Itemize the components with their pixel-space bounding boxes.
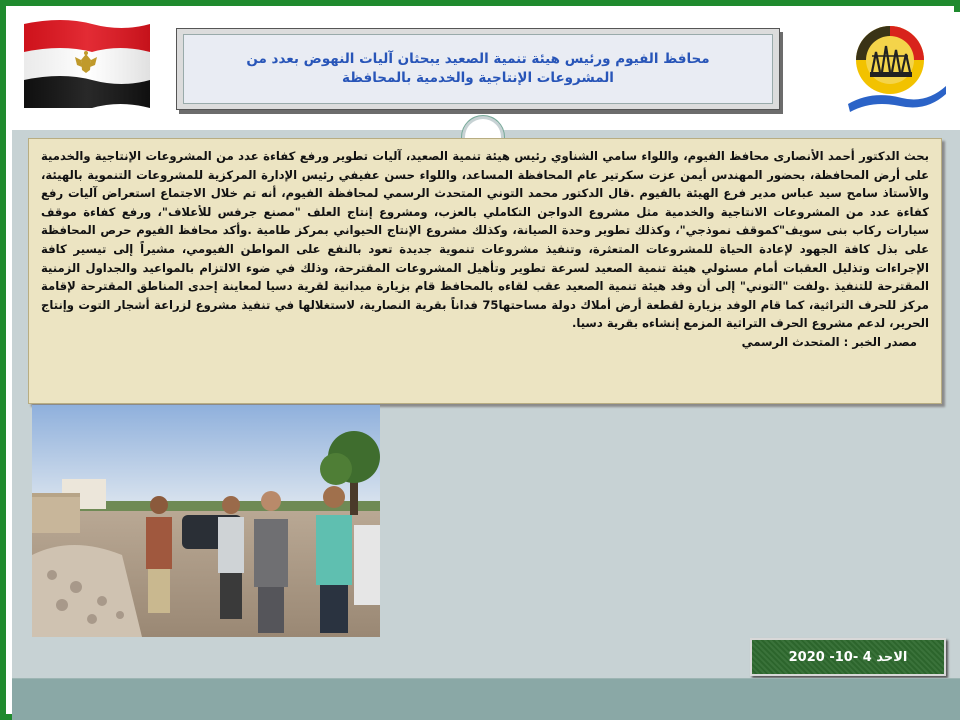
egypt-flag-icon	[22, 18, 152, 108]
date-label: الاحد 4 -10- 2020	[788, 649, 908, 665]
page-body	[12, 12, 960, 720]
fayoum-governorate-logo-icon	[842, 16, 952, 116]
headline-box	[176, 28, 780, 110]
header	[12, 12, 960, 130]
date-box	[750, 638, 946, 676]
field-visit-photo	[32, 405, 380, 637]
article-paragraph: بحث الدكتور أحمد الأنصارى محافظ الفيوم، واللواء سامي الشناوي رئيس هيئة تنمية الصعيد، آليات تطوير ورفع كفاءة عدد من المشروعات الإنتاجية والخدمية على أرض المحافظة، بحضور المهندس أيمن عزت سكرتير عام المحافظة المساعد، واللواء حسن عفيفي رئيس الإدارة المركزية للمشروعات التنموية بالهيئة، والأستاذ سامح سيد عباس مدير فرع الهيئة بالفيوم .قال الدكتور محمد التوني المتحدث الرسمي لمحافظة الفيوم، أنه تم خلال الاجتماع استعراض آليات رفع كفاءة عدد من المشروعات الانتاجية والخدمية مثل مشروع الدواجن التكاملي بالعزب، ومشروع إنتاج العلف "مصنع جرفس للأعلاف"، ورفع كفاءة موقف سيارات ركاب بنى سويف"كموقف نموذجي"، وكذلك تطوير وحدة الصيانة، وكذلك مشروع الإنتاج الحيواني بمركز طامية .وأكد محافظ الفيوم حرص المحافظة على بذل كافة الجهود لإعادة الحياة للمشروعات المتعثرة، وتنفيذ مشروعات تنموية جديدة تعود بالنفع على المواطن الفيومي، مشيراً إلى تيسير كافة الإجراءات وتذليل العقبات أمام مسئولي هيئة تنمية الصعيد لسرعة تطوير وتأهيل المشروعات المقترحة، وذلك في ضوء الالتزام بالمواعيد والجداول الزمنية المقترحة للتنفيذ .ولفت "التوني" إلى أن وفد هيئة تنمية الصعيد عقب لقاءه بالمحافظ قام بزيارة ميدانية لقرية دسيا لمعاينة إحدى المناطق المقترحة لإقامة مركز للحرف التراثية، كما قام الوفد بزيارة لقطعة أرض أملاك دولة مساحتها75 فداناً بقرية النصارية، لاستغلالها في تنفيذ مشروع لزراعة أشجار التوت وإنتاج الحرير، لدعم مشروع الحرف التراثية المزمع إنشاءه بقرية دسيا.	[41, 149, 929, 331]
headline-title: محافظ الفيوم ورئيس هيئة تنمية الصعيد يبحثان آليات النهوض بعدد من المشروعات الإنتاجية والخدمية بالمحافظة	[246, 51, 710, 86]
news-source: مصدر الخبر : المتحدث الرسمي	[741, 334, 917, 349]
article-box	[28, 138, 942, 404]
footer-bar	[12, 678, 960, 720]
headline-inner	[183, 34, 773, 104]
